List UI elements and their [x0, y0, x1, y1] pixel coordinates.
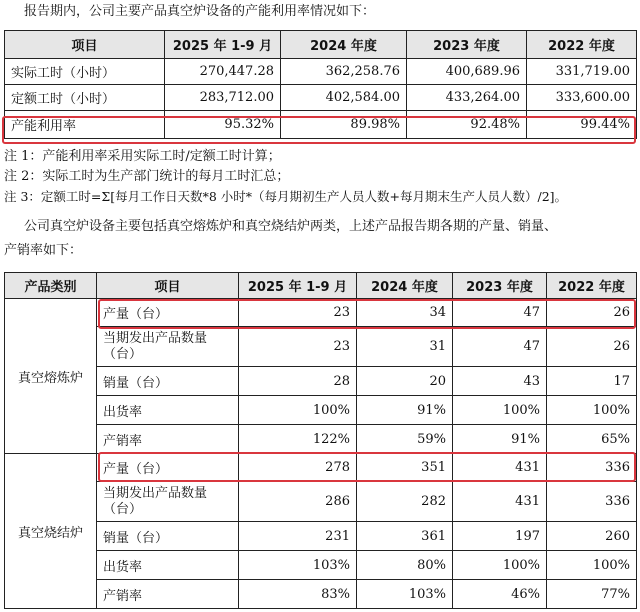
paragraph-line-2: 产销率如下： — [4, 243, 83, 258]
row-label: 当期发出产品数量（台） — [97, 482, 239, 522]
cell: 331,719.00 — [527, 59, 637, 85]
cell: 197 — [453, 522, 547, 551]
cell: 23 — [239, 299, 357, 327]
note-3: 注 3：定额工时=Σ[每月工作日天数*8 小时*（每月期初生产人员人数+每月期末生产人员人数）/2]。 — [4, 189, 568, 204]
paragraph-line-1: 公司真空炉设备主要包括真空熔炼炉和真空烧结炉两类，上述产品报告期各期的产量、销量、 — [24, 219, 558, 234]
table-row — [5, 522, 637, 551]
cell: 103% — [357, 580, 453, 609]
cell: 351 — [357, 454, 453, 482]
cell: 431 — [453, 454, 547, 482]
cell: 17 — [547, 367, 637, 396]
row-label: 产量（台） — [97, 299, 239, 327]
t1-header-2024: 2024 年度 — [281, 31, 407, 59]
cell: 400,689.96 — [407, 59, 527, 85]
category-sintering-furnace: 真空烧结炉 — [5, 454, 97, 609]
cell: 47 — [453, 299, 547, 327]
note-2: 注 2：实际工时为生产部门统计的每月工时汇总； — [4, 169, 290, 184]
cell: 77% — [547, 580, 637, 609]
intro-text: 报告期内，公司主要产品真空炉设备的产能利用率情况如下： — [24, 4, 376, 19]
t2-header-2024: 2024 年度 — [357, 273, 453, 299]
cell: 333,600.00 — [527, 85, 637, 111]
row-label: 当期发出产品数量（台） — [97, 327, 239, 367]
t1-header-2025: 2025 年 1-9 月 — [165, 31, 281, 59]
t2-header-item: 项目 — [97, 273, 239, 299]
t1-header-2022: 2022 年度 — [527, 31, 637, 59]
cell: 431 — [453, 482, 547, 522]
cell: 80% — [357, 551, 453, 580]
cell: 100% — [239, 396, 357, 425]
cell: 92.48% — [407, 111, 527, 139]
cell: 100% — [453, 396, 547, 425]
table-row — [5, 396, 637, 425]
cell: 433,264.00 — [407, 85, 527, 111]
row-label: 出货率 — [97, 551, 239, 580]
cell: 278 — [239, 454, 357, 482]
cell: 47 — [453, 327, 547, 367]
table-row — [5, 454, 637, 482]
cell: 103% — [239, 551, 357, 580]
cell: 23 — [239, 327, 357, 367]
cell: 361 — [357, 522, 453, 551]
table-row — [5, 59, 637, 85]
cell: 46% — [453, 580, 547, 609]
cell: 100% — [547, 396, 637, 425]
table-row — [5, 580, 637, 609]
cell: 362,258.76 — [281, 59, 407, 85]
t2-header-2022: 2022 年度 — [547, 273, 637, 299]
cell: 59% — [357, 425, 453, 454]
table-row — [5, 551, 637, 580]
cell: 95.32% — [165, 111, 281, 139]
cell: 286 — [239, 482, 357, 522]
table-row — [5, 425, 637, 454]
row-label: 实际工时（小时） — [5, 59, 165, 85]
cell: 231 — [239, 522, 357, 551]
row-label: 销量（台） — [97, 522, 239, 551]
cell: 26 — [547, 299, 637, 327]
table-row — [5, 299, 637, 327]
table-row — [5, 327, 637, 367]
cell: 99.44% — [527, 111, 637, 139]
row-label: 产销率 — [97, 425, 239, 454]
cell: 270,447.28 — [165, 59, 281, 85]
table-row — [5, 111, 637, 139]
t1-header-item: 项目 — [5, 31, 165, 59]
cell: 34 — [357, 299, 453, 327]
cell: 31 — [357, 327, 453, 367]
cell: 402,584.00 — [281, 85, 407, 111]
row-label: 销量（台） — [97, 367, 239, 396]
cell: 83% — [239, 580, 357, 609]
row-label: 产能利用率 — [5, 111, 165, 139]
cell: 65% — [547, 425, 637, 454]
t2-header-category: 产品类别 — [5, 273, 97, 299]
t2-header-2025: 2025 年 1-9 月 — [239, 273, 357, 299]
table-row — [5, 482, 637, 522]
note-1: 注 1：产能利用率采用实际工时/定额工时计算； — [4, 149, 281, 164]
cell: 100% — [453, 551, 547, 580]
cell: 91% — [357, 396, 453, 425]
cell: 28 — [239, 367, 357, 396]
t2-header-2023: 2023 年度 — [453, 273, 547, 299]
cell: 100% — [547, 551, 637, 580]
category-melting-furnace: 真空熔炼炉 — [5, 299, 97, 454]
cell: 122% — [239, 425, 357, 454]
row-label: 定额工时（小时） — [5, 85, 165, 111]
cell: 26 — [547, 327, 637, 367]
cell: 336 — [547, 482, 637, 522]
cell: 282 — [357, 482, 453, 522]
capacity-table — [4, 30, 637, 139]
t1-header-2023: 2023 年度 — [407, 31, 527, 59]
cell: 260 — [547, 522, 637, 551]
cell: 43 — [453, 367, 547, 396]
row-label: 出货率 — [97, 396, 239, 425]
table-row — [5, 85, 637, 111]
cell: 91% — [453, 425, 547, 454]
cell: 89.98% — [281, 111, 407, 139]
cell: 336 — [547, 454, 637, 482]
production-sales-table — [4, 272, 637, 609]
cell: 20 — [357, 367, 453, 396]
table-row — [5, 367, 637, 396]
row-label: 产量（台） — [97, 454, 239, 482]
cell: 283,712.00 — [165, 85, 281, 111]
row-label: 产销率 — [97, 580, 239, 609]
